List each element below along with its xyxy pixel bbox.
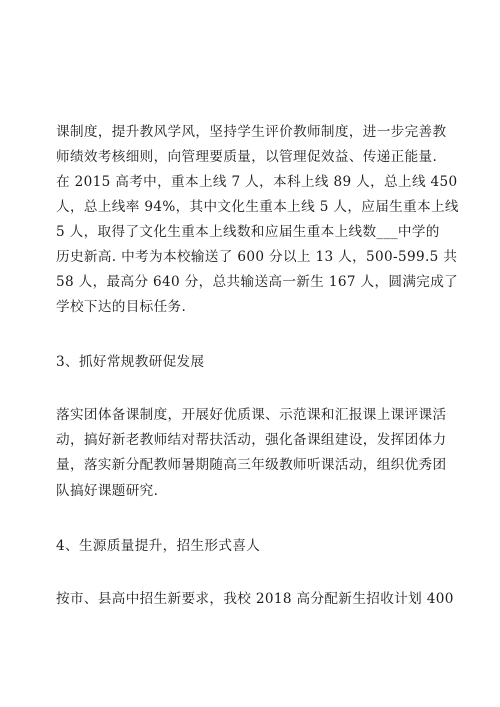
paragraph-line: 学校下达的目标任务. [56, 299, 187, 315]
paragraph-line: 在 2015 高考中，重本上线 7 人，本科上线 89 人，总上线 450 [56, 174, 458, 190]
paragraph-line: 量，落实新分配教师暑期随高三年级教师听课活动，组织优秀团 [56, 457, 447, 473]
section-heading-4: 4、生源质量提升，招生形式喜人 [56, 538, 261, 554]
paragraph-line: 师绩效考核细则，向管理要质量，以管理促效益、传递正能量. [56, 149, 438, 165]
paragraph-line: 历史新高. 中考为本校输送了 600 分以上 13 人，500-599.5 共 [56, 249, 458, 265]
paragraph-line: 队搞好课题研究. [56, 483, 159, 499]
paragraph-line: 58 人，最高分 640 分，总共输送高一新生 167 人，圆满完成了 [56, 274, 459, 290]
paragraph-line: 落实团体备课制度，开展好优质课、示范课和汇报课上课评课活 [56, 407, 447, 423]
paragraph-line: 按市、县高中招生新要求，我校 2018 高分配新生招收计划 400 [56, 591, 454, 607]
section-heading-3: 3、抓好常规教研促发展 [56, 354, 205, 370]
paragraph-line: 人，总上线率 94%，其中文化生重本上线 5 人，应届生重本上线 [56, 199, 459, 215]
paragraph-line: 5 人，取得了文化生重本上线数和应届生重本上线数___中学的 [56, 224, 440, 240]
paragraph-line: 课制度，提升教风学风，坚持学生评价教师制度，进一步完善教 [56, 124, 447, 140]
paragraph-line: 动，搞好新老教师结对帮扶活动，强化备课组建设，发挥团体力 [56, 432, 447, 448]
